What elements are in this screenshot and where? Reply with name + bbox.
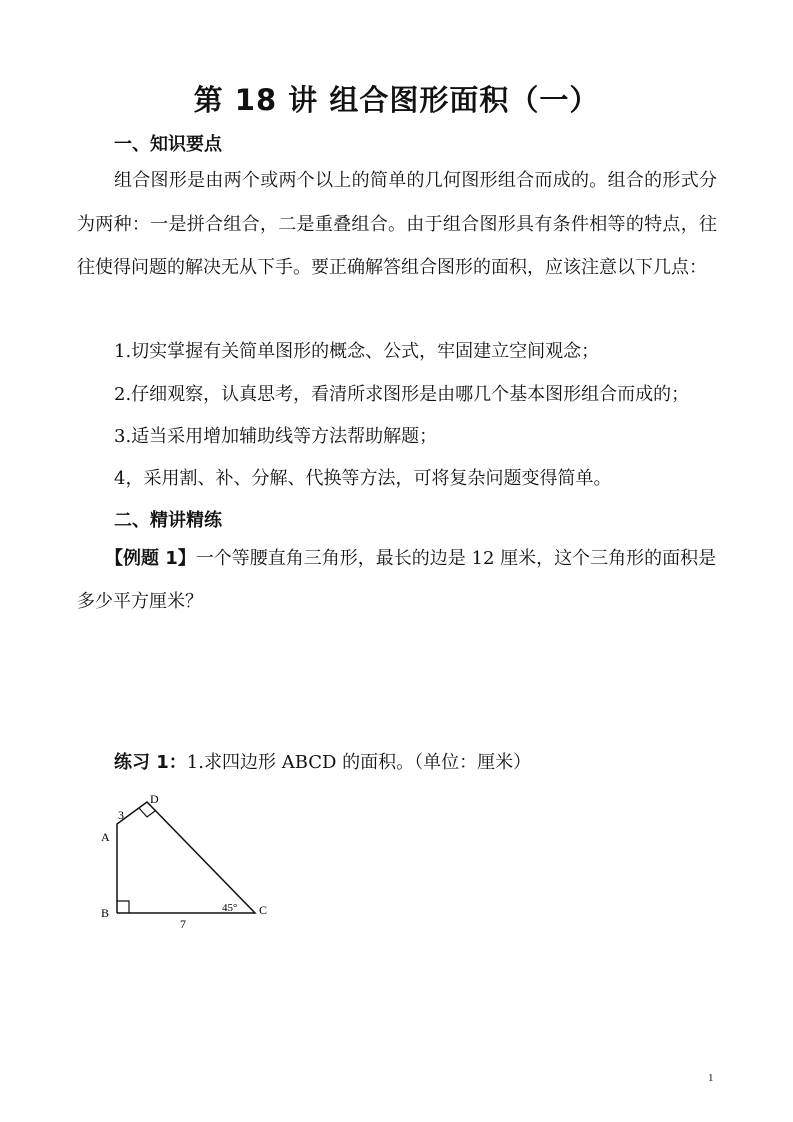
example-label: 【例题 1】 xyxy=(105,548,196,569)
vertex-b-label: B xyxy=(101,906,110,920)
example-1 xyxy=(77,537,717,623)
page-number: 1 xyxy=(708,1072,714,1084)
example-text: 一个等腰直角三角形，最长的边是 12 厘米，这个三角形的面积是多少平方厘米？ xyxy=(77,548,717,612)
point-3: 3.适当采用增加辅助线等方法帮助解题； xyxy=(114,426,438,447)
point-1: 1.切实掌握有关简单图形的概念、公式，牢固建立空间观念； xyxy=(114,341,600,362)
vertex-a-label: A xyxy=(101,830,110,844)
angle-c-label: 45° xyxy=(222,902,238,914)
intro-paragraph: 组合图形是由两个或两个以上的简单的几何图形组合而成的。组合的形式分为两种：一是拼合组合，二是重叠组合。由于组合图形具有条件相等的特点，往往使得问题的解决无从下手。要正确解答组合图形的面积，应该注意以下几点： xyxy=(77,170,717,278)
page-title: 第 18 讲 组合图形面积（一） xyxy=(193,83,600,117)
vertex-d-label: D xyxy=(150,792,159,806)
side-bc-length: 7 xyxy=(180,917,186,931)
section-heading-practice: 二、精讲精练 xyxy=(114,510,222,531)
point-2: 2.仔细观察，认真思考，看清所求图形是由哪几个基本图形组合而成的； xyxy=(114,384,690,405)
side-ad-length: 3 xyxy=(118,808,124,822)
right-angle-mark-d xyxy=(139,808,155,817)
quadrilateral-outline xyxy=(117,802,255,913)
right-angle-mark-b xyxy=(117,901,129,913)
exercise-1 xyxy=(114,748,531,774)
exercise-text: 1.求四边形 ABCD 的面积。（单位：厘米） xyxy=(186,752,532,773)
quadrilateral-figure xyxy=(95,786,285,936)
vertex-c-label: C xyxy=(259,903,268,917)
exercise-label: 练习 1： xyxy=(114,752,187,773)
section-heading-knowledge: 一、知识要点 xyxy=(114,134,222,155)
point-4: 4，采用割、补、分解、代换等方法，可将复杂问题变得简单。 xyxy=(114,468,612,489)
